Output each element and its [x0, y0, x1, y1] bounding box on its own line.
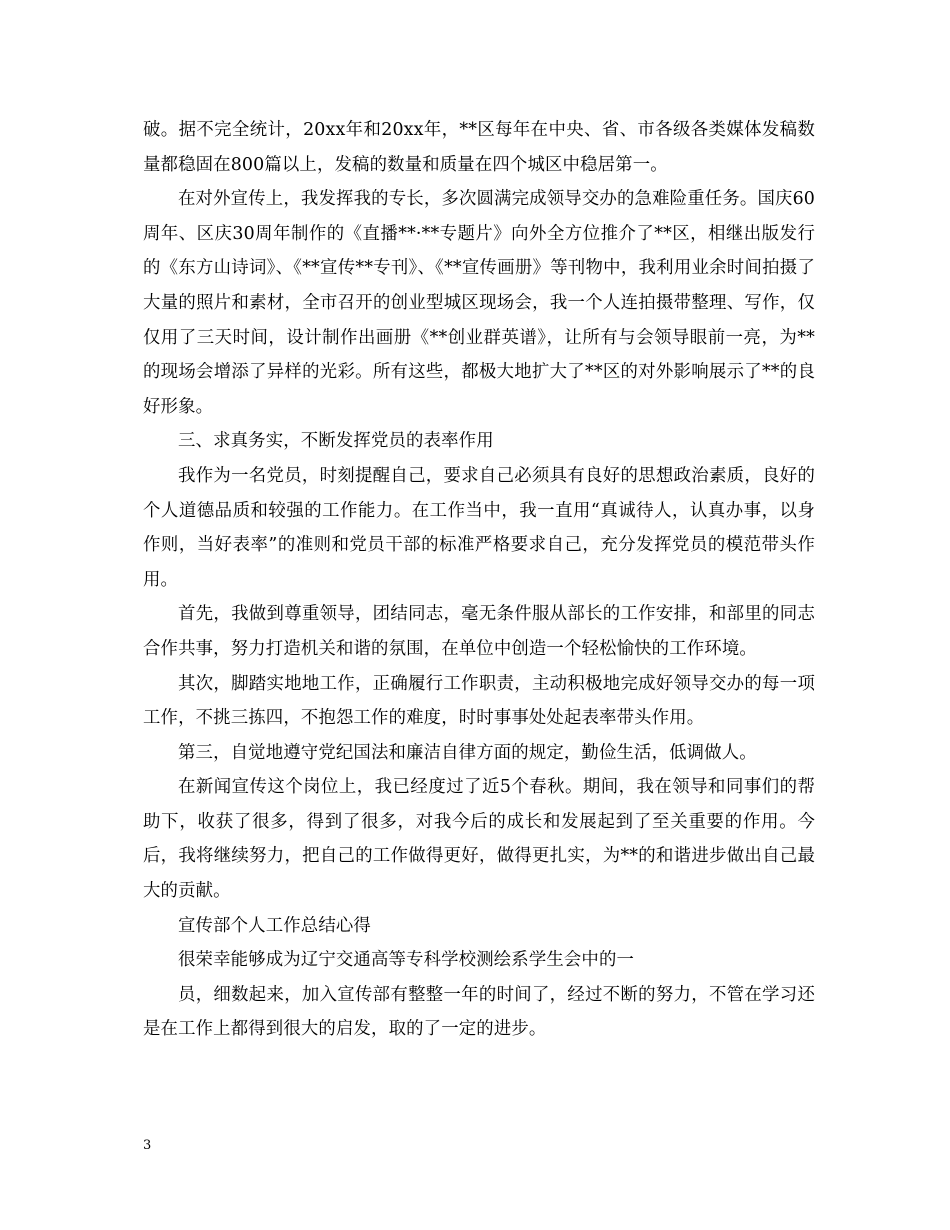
- section-heading: 三、求真务实，不断发挥党员的表率作用: [178, 431, 494, 452]
- paragraph-8: 很荣幸能够成为辽宁交通高等专科学校测绘系学生会中的一: [178, 950, 635, 971]
- paragraph-9: 员，细数起来，加入宣传部有整整一年的时间了，经过不断的努力，不管在学习还是在工作上都得到很大的启发，取的了一定的进步。: [143, 984, 815, 1040]
- page-number: 3: [143, 1138, 152, 1153]
- paragraph-3: 我作为一名党员，时刻提醒自己，要求自己必须具有良好的思想政治素质，良好的个人道德品质和较强的工作能力。在工作当中，我一直用“真诚待人，认真办事，以身作则，当好表率”的准则和党员干部的标准严格要求自己，充分发挥党员的模范带头作用。: [143, 465, 815, 590]
- paragraph-4: 首先，我做到尊重领导，团结同志，毫无条件服从部长的工作安排，和部里的同志合作共事，努力打造机关和谐的氛围，在单位中创造一个轻松愉快的工作环境。: [143, 604, 815, 659]
- paragraph-5: 其次，脚踏实地地工作，正确履行工作职责，主动积极地完成好领导交办的每一项工作，不挑三拣四，不抱怨工作的难度，时时事事处处起表率带头作用。: [143, 673, 815, 729]
- paragraph-2: 在对外宣传上，我发挥我的专长，多次圆满完成领导交办的急难险重任务。国庆60周年、区庆30周年制作的《直播**·**专题片》向外全方位推介了**区，相继出版发行的《东方山诗词》、《**宣传**专刊》、《**宣传画册》等刊物中，我利用业余时间拍摄了大量的照片和素材，全市召开的创业型城区现场会，我一个人连拍摄带整理、写作，仅仅用了三天时间，设计制作出画册《**创业群英谱》，让所有与会领导眼前一亮，为**的现场会增添了异样的光彩。所有这些，都极大地扩大了**区的对外影响展示了**的良好形象。: [143, 189, 815, 417]
- document-body: [143, 113, 815, 1047]
- paragraph-6: 第三，自觉地遵守党纪国法和廉洁自律方面的规定，勤俭生活，低调做人。: [178, 742, 757, 763]
- paragraph-1: 破。据不完全统计，20xx年和20xx年，**区每年在中央、省、市各级各类媒体发稿数量都稳固在800篇以上，发稿的数量和质量在四个城区中稳居第一。: [143, 120, 815, 175]
- paragraph-7: 在新闻宣传这个岗位上，我已经度过了近5个春秋。期间，我在领导和同事们的帮助下，收获了很多，得到了很多，对我今后的成长和发展起到了至关重要的作用。今后，我将继续努力，把自己的工作做得更好，做得更扎实，为**的和谐进步做出自己最大的贡献。: [143, 777, 815, 902]
- subtitle: 宣传部个人工作总结心得: [178, 915, 371, 936]
